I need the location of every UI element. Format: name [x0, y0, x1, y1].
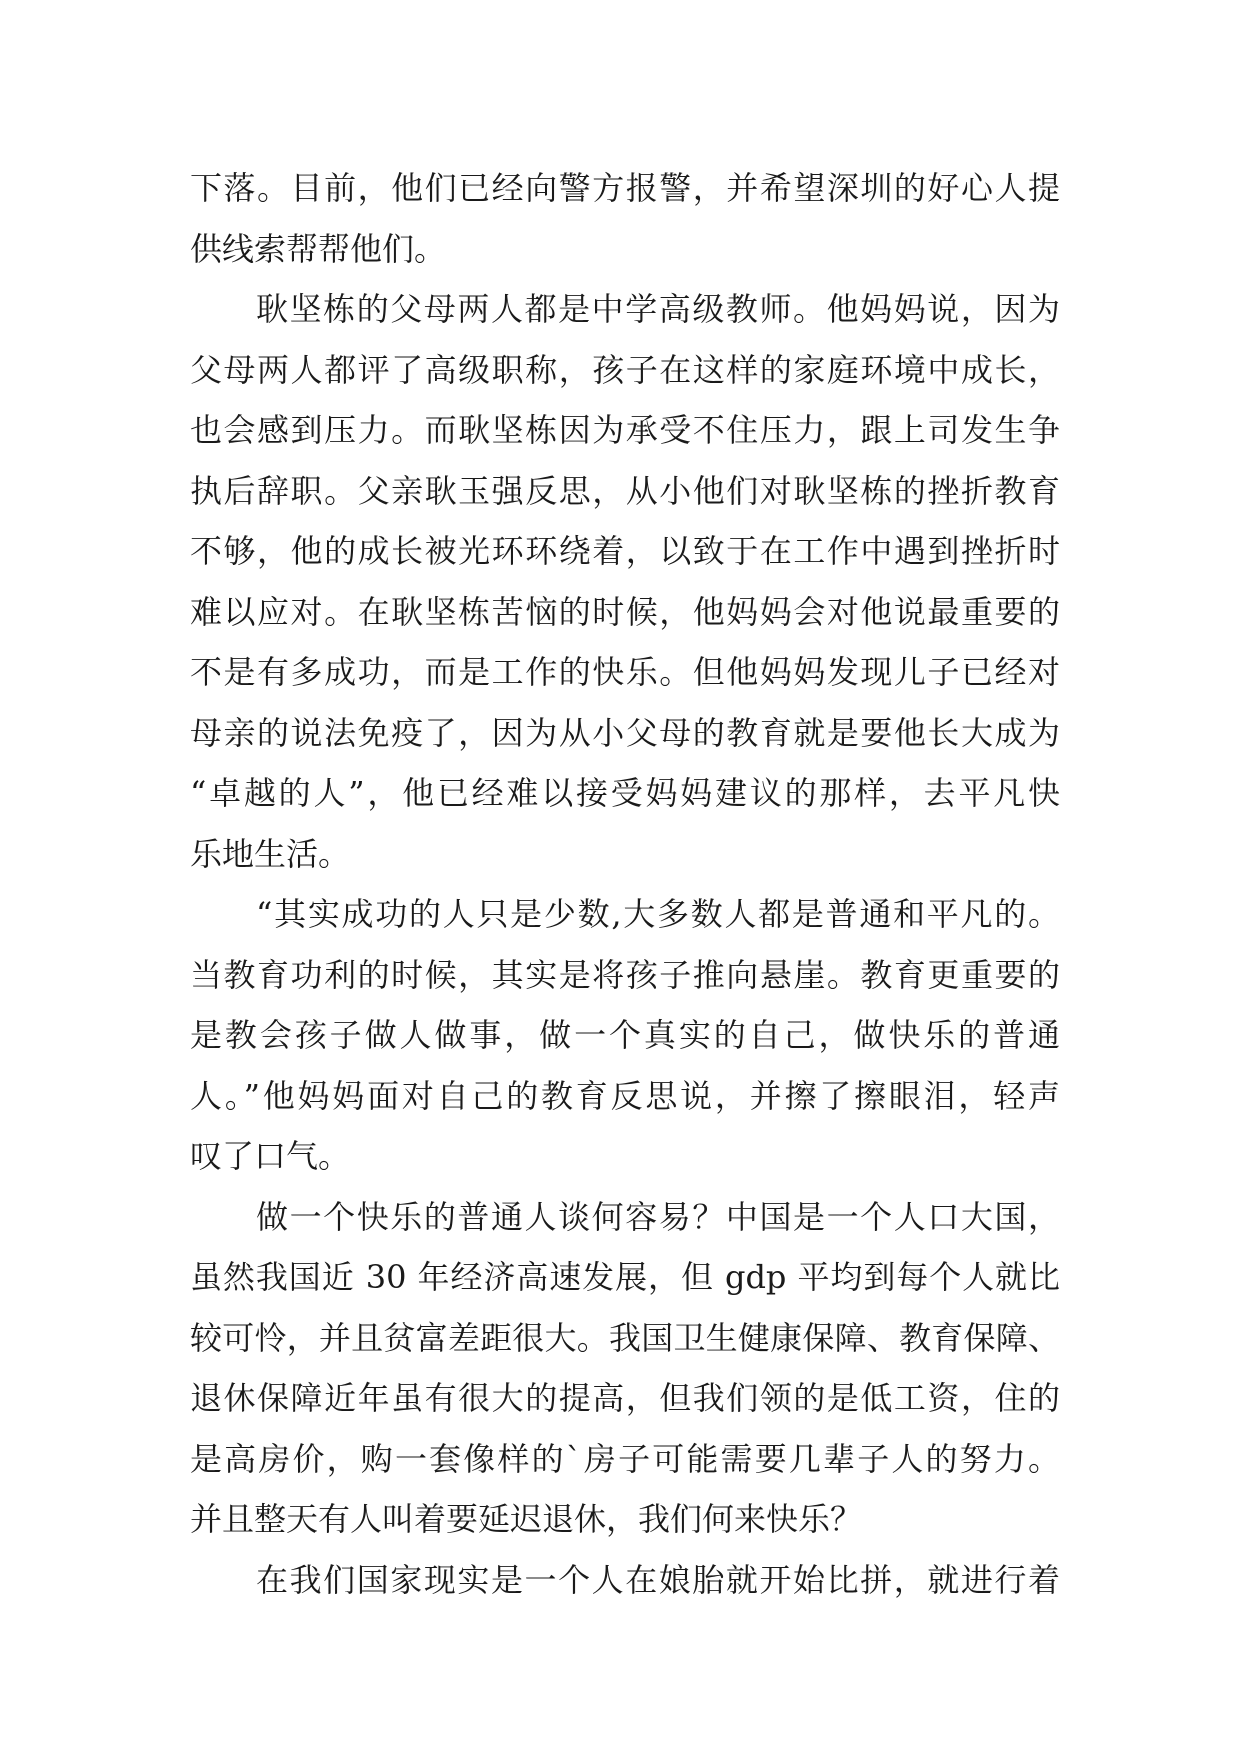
text-line: 供线索帮帮他们。 — [190, 229, 447, 268]
text-line: 乐地生活。 — [190, 834, 351, 873]
text-line: 是高房价，购一套像样的`房子可能需要几辈子人的努力。 — [190, 1439, 1060, 1478]
text-line: 耿坚栋的父母两人都是中学高级教师。他妈妈说，因为 — [256, 290, 1060, 328]
document-body — [190, 158, 1060, 1610]
text-line: 不够，他的成长被光环环绕着，以致于在工作中遇到挫折时 — [190, 532, 1060, 570]
text-line: 人。”他妈妈面对自己的教育反思说，并擦了擦眼泪，轻声 — [190, 1076, 1060, 1115]
text-line: 退休保障近年虽有很大的提高，但我们领的是低工资，住的 — [190, 1379, 1060, 1417]
text-line: “卓越的人”，他已经难以接受妈妈建议的那样，去平凡快 — [190, 774, 1060, 812]
paragraph-2 — [190, 279, 1060, 884]
text-line: 较可怜，并且贫富差距很大。我国卫生健康保障、教育保障、 — [190, 1318, 1060, 1357]
paragraph-4 — [190, 1187, 1060, 1550]
text-line: 是教会孩子做人做事，做一个真实的自己，做快乐的普通 — [190, 1016, 1060, 1054]
paragraph-5 — [190, 1550, 1060, 1611]
text-line: 母亲的说法免疫了，因为从小父母的教育就是要他长大成为 — [190, 713, 1060, 752]
text-line: 难以应对。在耿坚栋苦恼的时候，他妈妈会对他说最重要的 — [190, 592, 1060, 631]
paragraph-1 — [190, 158, 1060, 279]
text-line: 也会感到压力。而耿坚栋因为承受不住压力，跟上司发生争 — [190, 411, 1060, 449]
text-line: 不是有多成功，而是工作的快乐。但他妈妈发现儿子已经对 — [190, 653, 1060, 691]
text-line: 叹了口气。 — [190, 1137, 351, 1175]
text-line: 虽然我国近 30 年经济高速发展，但 gdp 平均到每个人就比 — [190, 1258, 1060, 1296]
text-line: 父母两人都评了高级职称，孩子在这样的家庭环境中成长， — [190, 350, 1060, 389]
text-line: 并且整天有人叫着要延迟退休，我们何来快乐？ — [190, 1500, 863, 1538]
text-line: 在我们国家现实是一个人在娘胎就开始比拼，就进行着 — [256, 1560, 1060, 1599]
text-line: 当教育功利的时候，其实是将孩子推向悬崖。教育更重要的 — [190, 955, 1060, 994]
text-line: “其实成功的人只是少数,大多数人都是普通和平凡的。 — [256, 895, 1060, 933]
paragraph-3 — [190, 884, 1060, 1187]
text-line: 执后辞职。父亲耿玉强反思，从小他们对耿坚栋的挫折教育 — [190, 471, 1060, 510]
text-line: 做一个快乐的普通人谈何容易？中国是一个人口大国， — [256, 1197, 1060, 1236]
text-line: 下落。目前，他们已经向警方报警，并希望深圳的好心人提 — [190, 169, 1060, 207]
